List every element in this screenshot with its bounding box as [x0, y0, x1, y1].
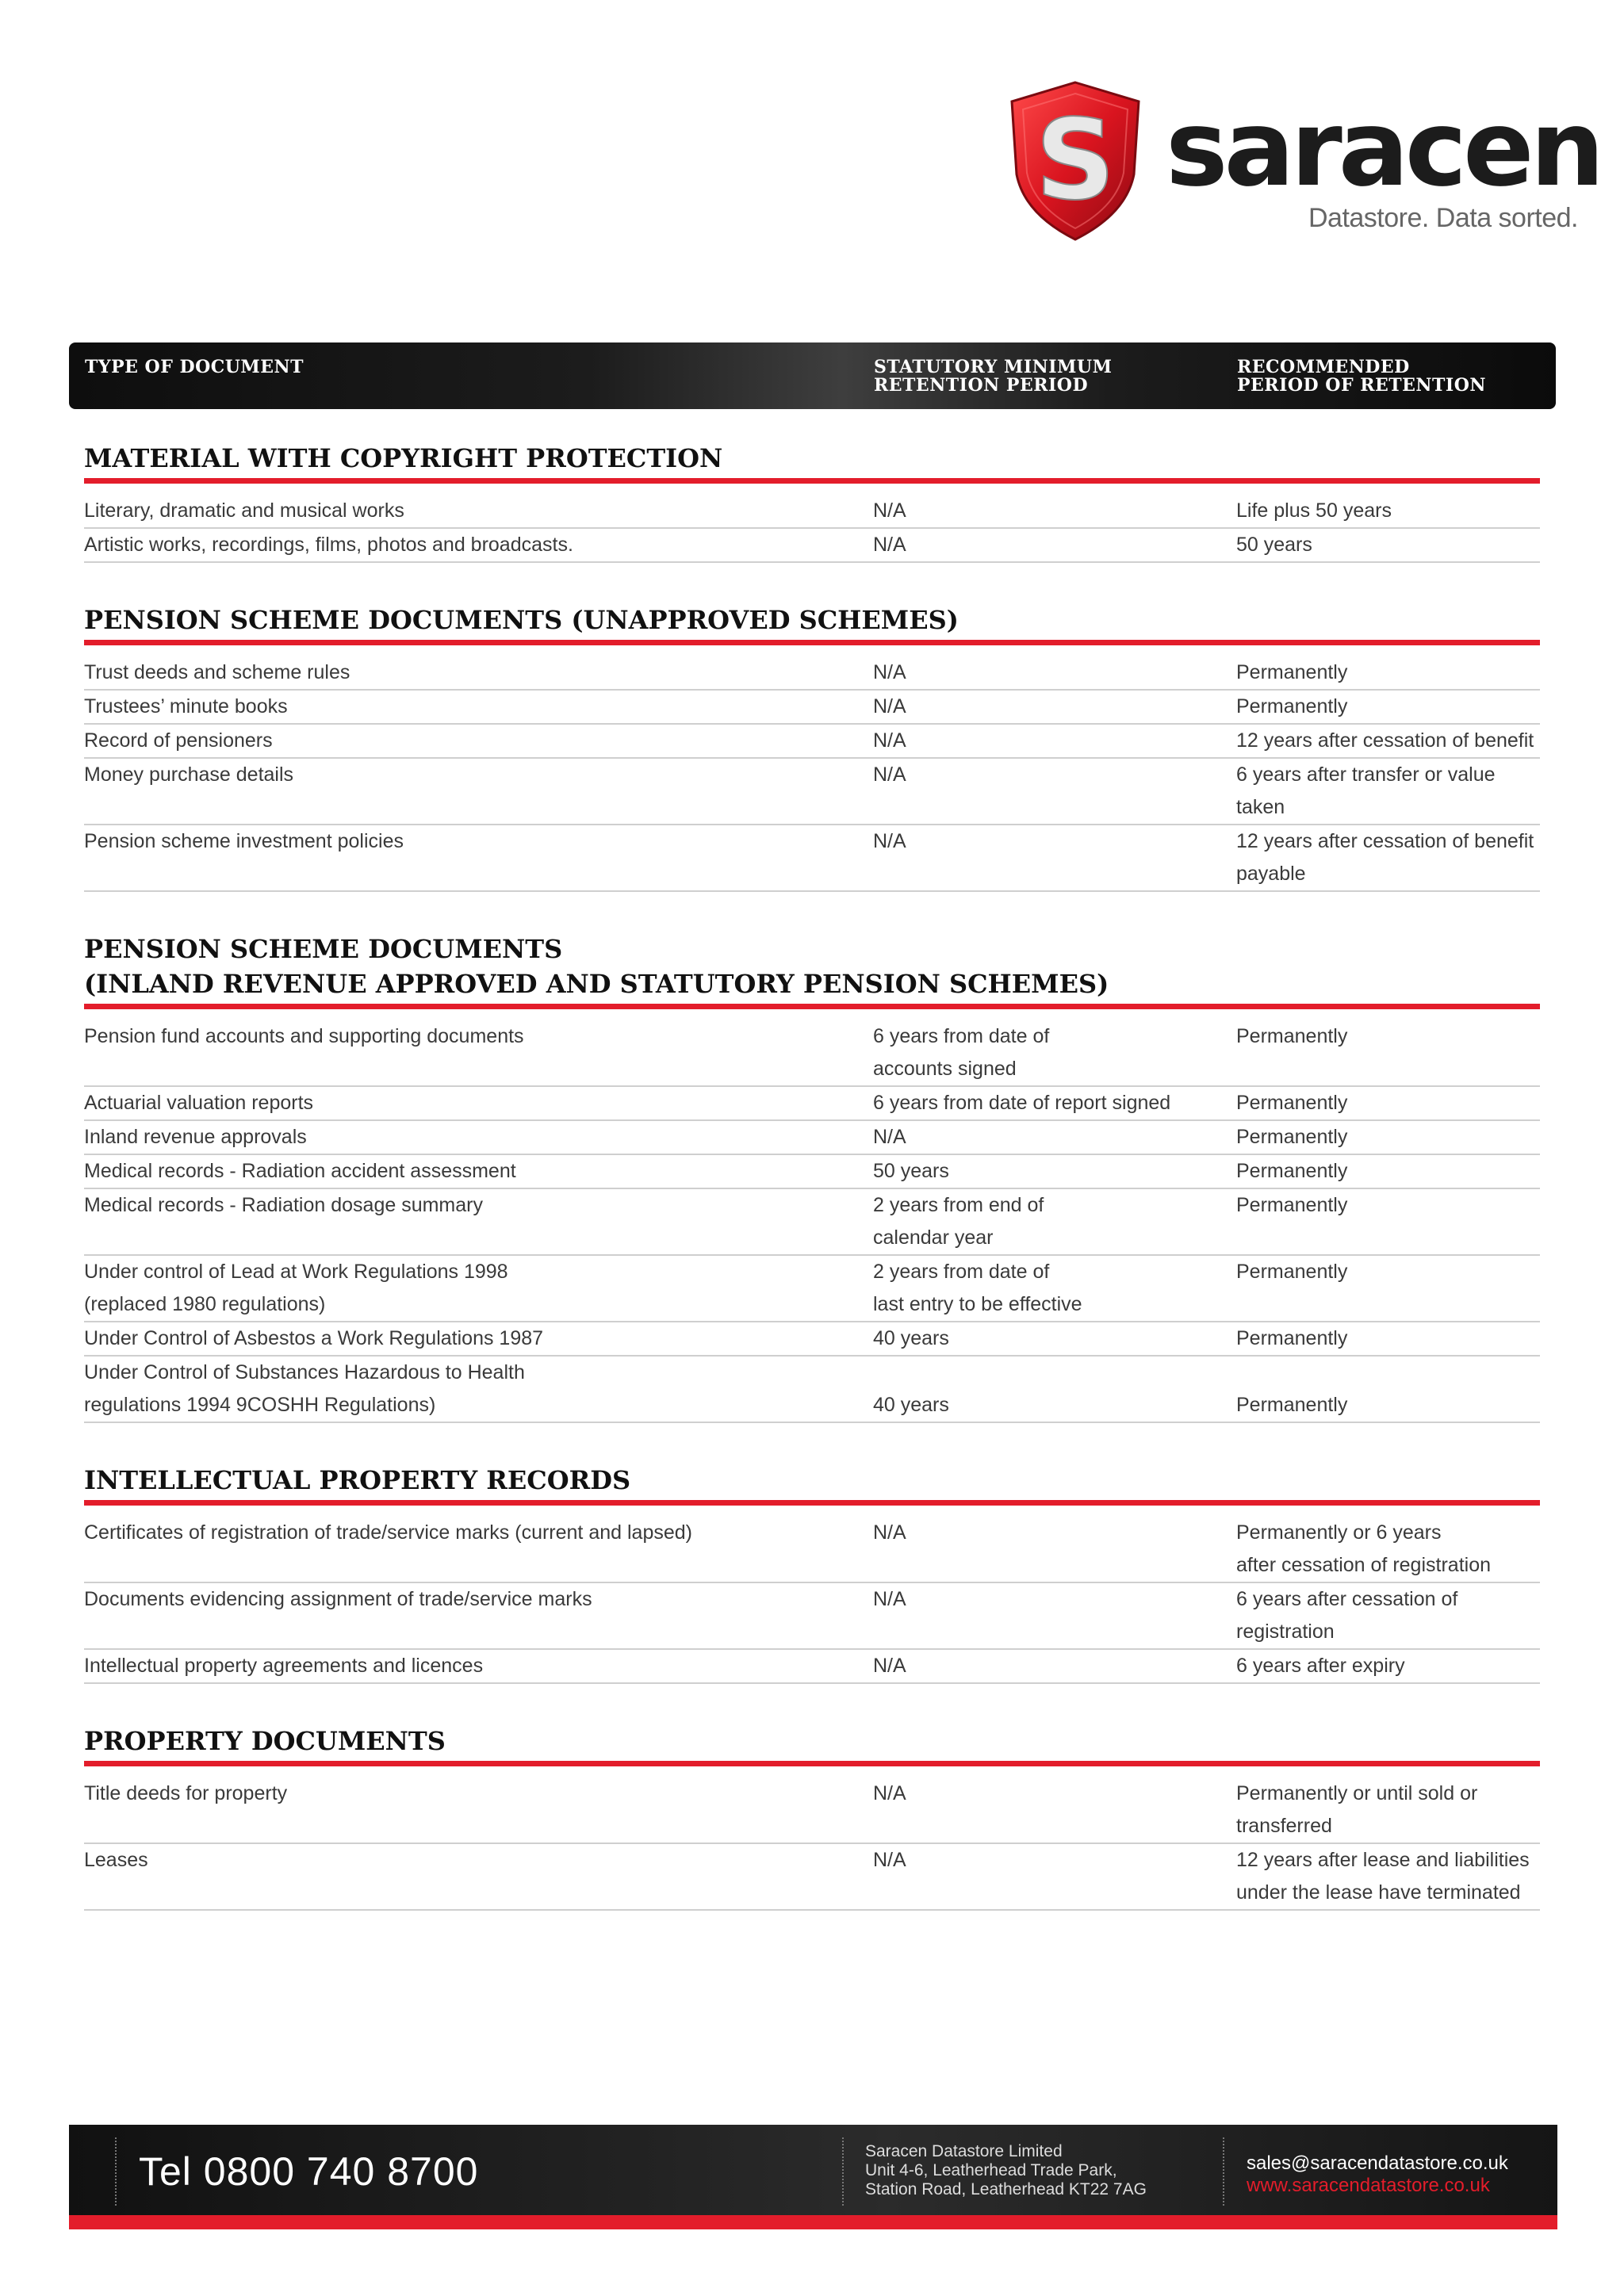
footer-email-link[interactable]: sales@saracendatastore.co.uk	[1247, 2152, 1508, 2174]
document-type-cell: Artistic works, recordings, films, photos and broadcasts.	[84, 534, 573, 556]
document-type-cell: Under Control of Substances Hazardous to Health regulations 1994 9COSHH Regulations)	[84, 1361, 525, 1416]
section-title: PENSION SCHEME DOCUMENTS (INLAND REVENUE APPROVED AND STATUTORY PENSION SCHEMES)	[84, 932, 1540, 1009]
document-type-cell: Under Control of Asbestos a Work Regulations 1987	[84, 1327, 544, 1349]
recommended-period-cell: Permanently	[1236, 1160, 1348, 1182]
statutory-period-cell: 50 years	[873, 1160, 949, 1182]
document-type-cell: Trust deeds and scheme rules	[84, 661, 350, 683]
table-row	[84, 1189, 1540, 1256]
table-row	[84, 1020, 1540, 1087]
table-row	[84, 1087, 1540, 1121]
statutory-period-cell: N/A	[873, 1588, 906, 1610]
header-type-of-document: TYPE OF DOCUMENT	[85, 357, 304, 377]
recommended-period-cell: Permanently	[1236, 1194, 1348, 1216]
table-row	[84, 1517, 1540, 1583]
footer-contact	[1247, 2152, 1508, 2197]
table-row	[84, 1155, 1540, 1189]
table-row	[84, 759, 1540, 825]
footer-address: Saracen Datastore Limited Unit 4-6, Leatherhead Trade Park, Station Road, Leatherhead KT22 7AG	[865, 2142, 1147, 2198]
table-row	[84, 1121, 1540, 1155]
statutory-period-cell: N/A	[873, 1782, 906, 1804]
statutory-period-cell: 40 years	[873, 1394, 949, 1416]
document-type-cell: Under control of Lead at Work Regulations 1998 (replaced 1980 regulations)	[84, 1261, 508, 1315]
saracen-logo	[1007, 76, 1601, 251]
recommended-period-cell: Permanently	[1236, 1394, 1348, 1416]
recommended-period-cell: 6 years after transfer or value taken	[1236, 763, 1496, 818]
document-type-cell: Pension fund accounts and supporting documents	[84, 1025, 524, 1047]
statutory-period-cell: N/A	[873, 499, 906, 522]
statutory-period-cell: 2 years from date of last entry to be effective	[873, 1261, 1082, 1315]
shield-letter: S	[1035, 96, 1116, 225]
section	[84, 603, 1540, 892]
recommended-period-cell: 12 years after cessation of benefit payable	[1236, 830, 1534, 885]
recommended-period-cell: Permanently	[1236, 661, 1348, 683]
document-type-cell: Medical records - Radiation accident assessment	[84, 1160, 516, 1182]
section	[84, 441, 1540, 563]
recommended-period-cell: 6 years after cessation of registration	[1236, 1588, 1458, 1643]
document-type-cell: Money purchase details	[84, 763, 294, 786]
recommended-period-cell: Permanently	[1236, 695, 1348, 718]
recommended-period-cell: Permanently	[1236, 1261, 1348, 1283]
table-row	[84, 1322, 1540, 1357]
table-row	[84, 1357, 1540, 1423]
section	[84, 1463, 1540, 1684]
statutory-period-cell: N/A	[873, 1655, 906, 1677]
statutory-period-cell: N/A	[873, 1849, 906, 1871]
table-row	[84, 1256, 1540, 1322]
brand-tagline: Datastore. Data sorted.	[1308, 203, 1578, 233]
document-type-cell: Certificates of registration of trade/service marks (current and lapsed)	[84, 1521, 692, 1544]
section-title: MATERIAL WITH COPYRIGHT PROTECTION	[84, 441, 1540, 484]
footer-telephone[interactable]: Tel 0800 740 8700	[139, 2149, 479, 2194]
document-type-cell: Leases	[84, 1849, 148, 1871]
recommended-period-cell: Life plus 50 years	[1236, 499, 1392, 522]
recommended-period-cell: Permanently	[1236, 1327, 1348, 1349]
brand-wordmark: saracen	[1166, 88, 1601, 210]
document-type-cell: Trustees’ minute books	[84, 695, 288, 718]
statutory-period-cell: N/A	[873, 763, 906, 786]
statutory-period-cell: N/A	[873, 661, 906, 683]
table-row	[84, 1777, 1540, 1844]
table-row	[84, 691, 1540, 725]
statutory-period-cell: N/A	[873, 830, 906, 852]
footer-divider	[1223, 2137, 1224, 2206]
shield-logo-icon	[1007, 79, 1143, 243]
section	[84, 932, 1540, 1423]
document-type-cell: Literary, dramatic and musical works	[84, 499, 404, 522]
footer-divider	[842, 2137, 844, 2206]
recommended-period-cell: Permanently or 6 years after cessation of registration	[1236, 1521, 1491, 1576]
statutory-period-cell: 40 years	[873, 1327, 949, 1349]
recommended-period-cell: Permanently	[1236, 1126, 1348, 1148]
document-type-cell: Intellectual property agreements and licences	[84, 1655, 484, 1677]
table-row	[84, 656, 1540, 691]
footer-website-link[interactable]: www.saracendatastore.co.uk	[1247, 2175, 1490, 2196]
statutory-period-cell: N/A	[873, 1126, 906, 1148]
statutory-period-cell: N/A	[873, 695, 906, 718]
document-type-cell: Documents evidencing assignment of trade/service marks	[84, 1588, 592, 1610]
statutory-period-cell: 6 years from date of accounts signed	[873, 1025, 1050, 1080]
footer-bar	[69, 2125, 1557, 2229]
statutory-period-cell: 6 years from date of report signed	[873, 1092, 1171, 1114]
table-row	[84, 1844, 1540, 1911]
recommended-period-cell: 6 years after expiry	[1236, 1655, 1405, 1677]
recommended-period-cell: Permanently or until sold or transferred	[1236, 1782, 1478, 1837]
document-type-cell: Inland revenue approvals	[84, 1126, 307, 1148]
footer-divider	[115, 2137, 117, 2206]
section-title: PROPERTY DOCUMENTS	[84, 1724, 1540, 1766]
table-header-bar	[69, 342, 1556, 409]
document-type-cell: Medical records - Radiation dosage summary	[84, 1194, 483, 1216]
table-row	[84, 1650, 1540, 1684]
document-type-cell: Title deeds for property	[84, 1782, 288, 1804]
statutory-period-cell: N/A	[873, 534, 906, 556]
statutory-period-cell: N/A	[873, 1521, 906, 1544]
document-type-cell: Pension scheme investment policies	[84, 830, 404, 852]
retention-table	[84, 441, 1540, 1950]
recommended-period-cell: Permanently	[1236, 1092, 1348, 1114]
recommended-period-cell: 12 years after lease and liabilities under the lease have terminated	[1236, 1849, 1530, 1904]
document-type-cell: Actuarial valuation reports	[84, 1092, 314, 1114]
document-type-cell: Record of pensioners	[84, 729, 273, 752]
statutory-period-cell: N/A	[873, 729, 906, 752]
section-title: PENSION SCHEME DOCUMENTS (UNAPPROVED SCHEMES)	[84, 603, 1540, 645]
table-row	[84, 495, 1540, 529]
header-statutory-minimum: STATUTORY MINIMUM RETENTION PERIOD	[874, 357, 1113, 396]
table-row	[84, 529, 1540, 563]
table-row	[84, 825, 1540, 892]
recommended-period-cell: 50 years	[1236, 534, 1312, 556]
section	[84, 1724, 1540, 1911]
header-recommended-period: RECOMMENDED PERIOD OF RETENTION	[1237, 357, 1486, 396]
statutory-period-cell: 2 years from end of calendar year	[873, 1194, 1044, 1249]
section-title: INTELLECTUAL PROPERTY RECORDS	[84, 1463, 1540, 1506]
recommended-period-cell: Permanently	[1236, 1025, 1348, 1047]
recommended-period-cell: 12 years after cessation of benefit	[1236, 729, 1534, 752]
table-row	[84, 1583, 1540, 1650]
table-row	[84, 725, 1540, 759]
